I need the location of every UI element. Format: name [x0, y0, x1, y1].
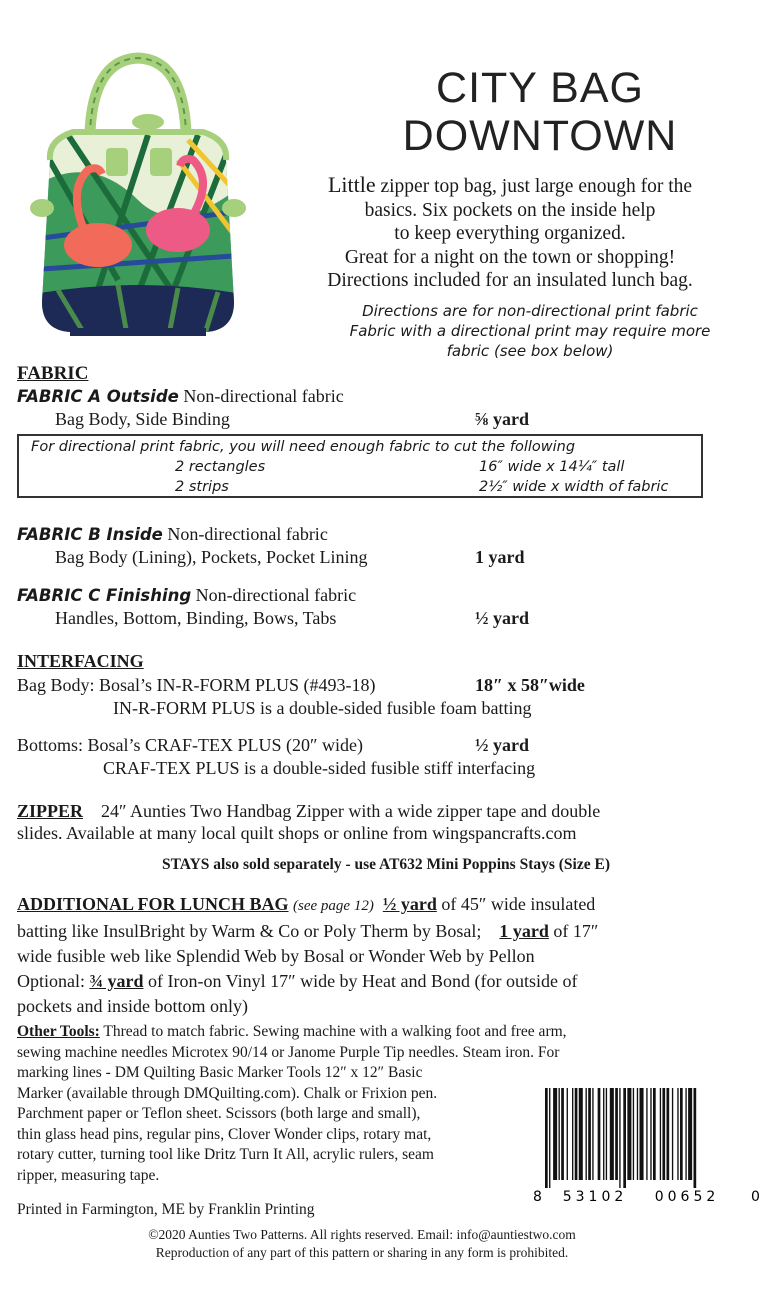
stays-note: STAYS also sold separately - use AT632 Mini Poppins Stays (Size E): [162, 856, 610, 873]
directional-fabric-box: For directional print fabric, you will need enough fabric to cut the following 2 rectangles 16″ wide x 14¼″ tall 2 strips 2½″ wide x width of fabric: [17, 434, 703, 498]
intro-text: Little zipper top bag, just large enough for the basics. Six pockets on the inside help to keep everything organized. Great for a night on the town or shopping! Directions included for an insulated lunch bag.: [327, 172, 693, 291]
barcode-bar: [579, 1088, 583, 1180]
barcode-bar: [545, 1088, 548, 1188]
barcode-bar: [619, 1088, 620, 1188]
directions-note: Directions are for non-directional print fabric Fabric with a directional print may require more fabric (see box below): [349, 302, 711, 360]
barcode-bar: [567, 1088, 568, 1180]
bottoms-note: CRAF-TEX PLUS is a double-sided fusible stiff interfacing: [103, 758, 536, 778]
fabric-c-item: Handles, Bottom, Binding, Bows, Tabs: [55, 608, 337, 628]
barcode-bar: [572, 1088, 573, 1180]
barcode-bar: [575, 1088, 578, 1180]
fabric-a-item: Bag Body, Side Binding: [55, 409, 230, 429]
barcode-bar: [650, 1088, 651, 1180]
fabric-c-header: FABRIC C Finishing Non-directional fabric: [17, 585, 357, 605]
barcode-bar: [559, 1088, 560, 1180]
fabric-a-header: FABRIC A Outside Non-directional fabric: [17, 386, 344, 406]
barcode-group-1: 53102: [562, 1189, 628, 1205]
barcode-bar: [653, 1088, 656, 1180]
barcode-bar: [667, 1088, 670, 1180]
barcode-bar: [615, 1088, 618, 1180]
barcode-bar: [685, 1088, 686, 1180]
fabric-b-item: Bag Body (Lining), Pockets, Pocket Lining: [55, 547, 368, 567]
barcode-bar: [660, 1088, 661, 1180]
barcode: [533, 1086, 759, 1204]
barcode-bar: [637, 1088, 638, 1180]
interfacing-heading: INTERFACING: [17, 651, 144, 671]
barcode-bar: [662, 1088, 665, 1180]
fabric-a-amount: ⅝ yard: [475, 409, 529, 429]
barcode-bar: [627, 1088, 631, 1180]
barcode-bar: [677, 1088, 678, 1180]
barcode-digit-left: 8: [533, 1189, 542, 1205]
barcode-bar: [606, 1088, 607, 1180]
fabric-heading: FABRIC: [17, 363, 89, 384]
barcode-bar: [680, 1088, 683, 1180]
barcode-group-2: 00652: [654, 1189, 720, 1205]
bag-body-interfacing: Bag Body: Bosal’s IN-R-FORM PLUS (#493-18): [17, 675, 376, 695]
bag-photo: [28, 40, 248, 350]
barcode-digit-right: 0: [751, 1189, 760, 1205]
barcode-bar: [586, 1088, 587, 1180]
barcode-bar: [598, 1088, 601, 1180]
barcode-bar: [646, 1088, 647, 1180]
copyright-notice: ©2020 Aunties Two Patterns. All rights reserved. Email: info@auntiestwo.com Reproduction of any part of this pattern or sharing in any form is prohibited.: [148, 1227, 576, 1260]
other-tools-section: Other Tools: Thread to match fabric. Sewing machine with a walking foot and free arm, sewing machine needles Microtex 90/14 or Janome Purple Tip needles. Steam iron. For marking lines - DM Quilting Basic Marker Tools 12″ x 12″ Basic Marker (available through DMQuilting.com). Chalk or Frixion pen. Parchment paper or Teflon sheet. Scissors (both large and small), thin glass head pins, regular pins, Clover Wonder clips, rotary mat, rotary cutter, turning tool like Dritz Turn It All, acrylic rulers, seam ripper, measuring tape.: [17, 1023, 567, 1184]
barcode-bar: [672, 1088, 673, 1180]
bag-body-amount: 18″ x 58″wide: [475, 675, 585, 695]
barcode-bar: [633, 1088, 634, 1180]
bottoms-amount: ½ yard: [475, 735, 529, 755]
barcode-bar: [553, 1088, 557, 1180]
barcode-bar: [588, 1088, 591, 1180]
barcode-bar: [610, 1088, 614, 1180]
barcode-bar: [640, 1088, 644, 1180]
printed-by: Printed in Farmington, ME by Franklin Printing: [17, 1201, 315, 1218]
fabric-b-header: FABRIC B Inside Non-directional fabric: [17, 524, 328, 544]
pattern-title: CITY BAG DOWNTOWN: [402, 64, 678, 160]
barcode-bar: [549, 1088, 550, 1188]
zipper-section: ZIPPER 24″ Aunties Two Handbag Zipper with a wide zipper tape and double slides. Available at many local quilt shops or online from wingspancrafts.com: [17, 801, 601, 843]
bag-body-note: IN-R-FORM PLUS is a double-sided fusible foam batting: [113, 698, 532, 718]
barcode-bar: [688, 1088, 692, 1180]
barcode-bar: [592, 1088, 593, 1180]
fabric-b-amount: 1 yard: [475, 547, 525, 567]
barcode-bar: [694, 1088, 697, 1188]
fabric-c-amount: ½ yard: [475, 608, 529, 628]
lunch-bag-section: ADDITIONAL FOR LUNCH BAG (see page 12) ½ yard of 45″ wide insulated batting like InsulBright by Warm & Co or Poly Therm by Bosal; 1 yard of 17″ wide fusible web like Splendid Web by Bosal or Wonder Web by Pellon Optional: ¾ yard of Iron-on Vinyl 17″ wide by Heat and Bond (for outside of pockets and inside bottom only): [17, 894, 599, 1016]
barcode-bar: [603, 1088, 604, 1180]
barcode-bar: [561, 1088, 564, 1180]
barcode-bar: [623, 1088, 626, 1188]
bottoms-interfacing: Bottoms: Bosal’s CRAF-TEX PLUS (20″ wide): [17, 735, 364, 755]
